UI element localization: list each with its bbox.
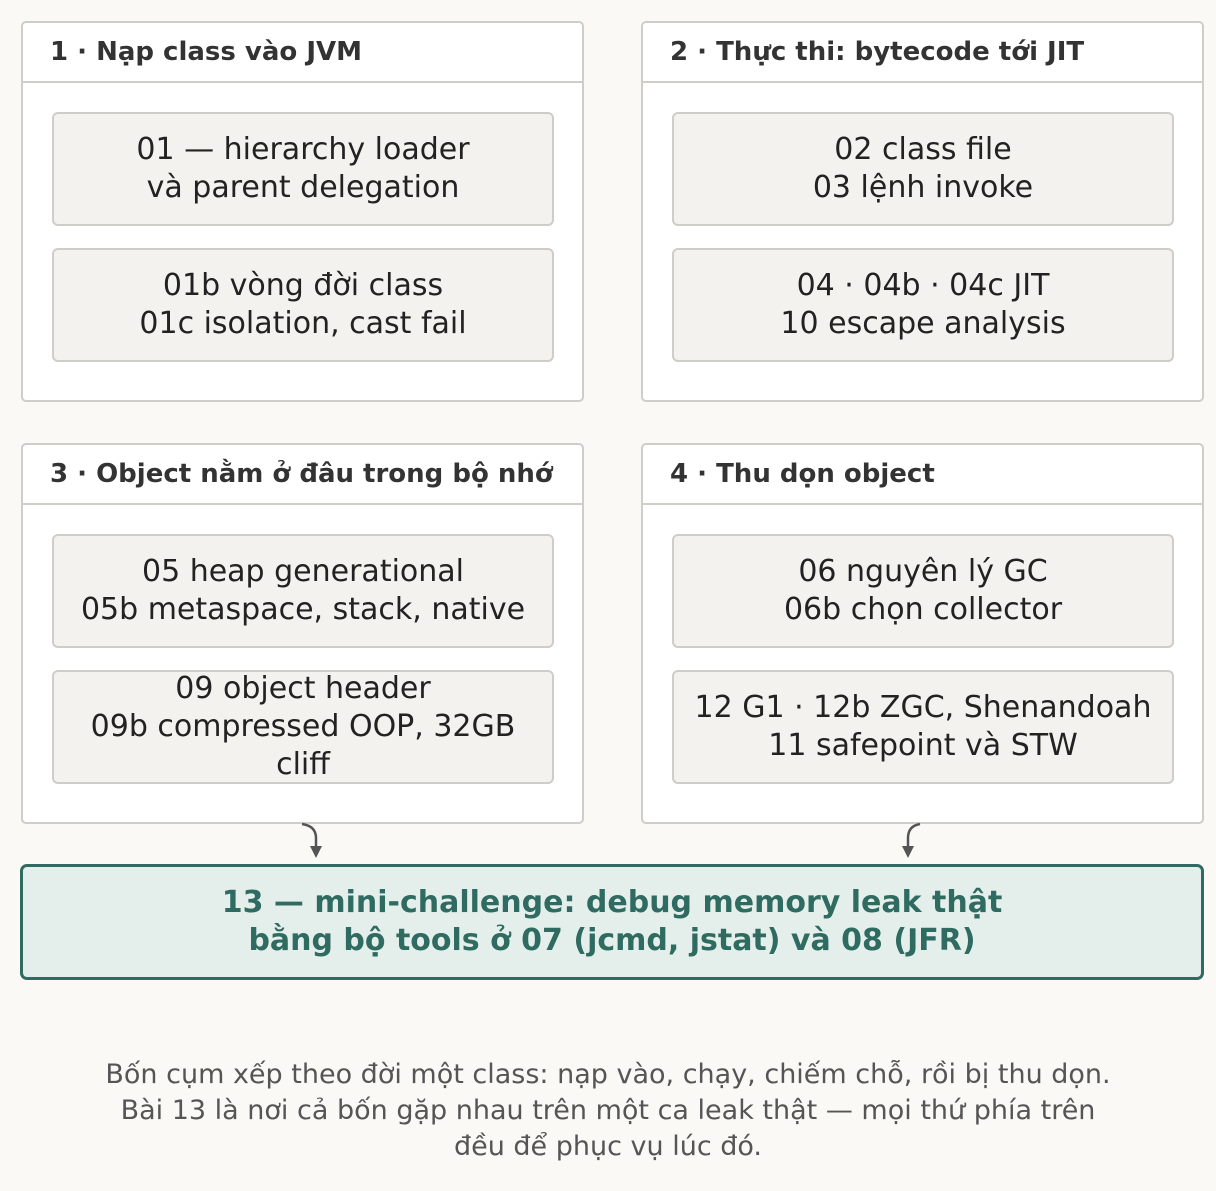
final-mini-challenge [20, 864, 1204, 980]
arrow-cluster-4-to-final [908, 824, 920, 852]
final-line: bằng bộ tools ở 07 (jcmd, jstat) và 08 (JFR) [248, 923, 976, 958]
final-line: 13 — mini-challenge: debug memory leak thật [221, 885, 1003, 920]
arrow-cluster-3-to-final [302, 824, 316, 852]
cluster-title: 3 · Object nằm ở đâu trong bộ nhớ [23, 445, 582, 505]
node-line: 06 nguyên lý GC [798, 554, 1048, 589]
node-line: 11 safepoint và STW [768, 728, 1078, 763]
node-line: 09b compressed OOP, 32GB [90, 709, 516, 744]
node-line: 01 — hierarchy loader [136, 132, 470, 167]
cluster-title: 2 · Thực thi: bytecode tới JIT [643, 23, 1202, 83]
node-line: 05b metaspace, stack, native [80, 592, 526, 627]
node-line: 02 class file [834, 132, 1012, 167]
cluster-title: 4 · Thu dọn object [643, 445, 1202, 505]
caption-line: Bốn cụm xếp theo đời một class: nạp vào, chạy, chiếm chỗ, rồi bị thu dọn. [105, 1059, 1111, 1090]
node-line: 01b vòng đời class [162, 268, 444, 303]
node-line: 01c isolation, cast fail [139, 306, 467, 341]
cluster-title: 1 · Nạp class vào JVM [23, 23, 582, 83]
node-line: 09 object header [175, 671, 431, 706]
node-line: và parent delegation [146, 170, 460, 205]
node-line: 05 heap generational [141, 554, 465, 589]
node-line: 12 G1 · 12b ZGC, Shenandoah [694, 690, 1152, 725]
caption-line: Bài 13 là nơi cả bốn gặp nhau trên một ca leak thật — mọi thứ phía trên [120, 1095, 1096, 1126]
diagram-caption [40, 1057, 1176, 1165]
node-line: cliff [276, 747, 330, 782]
node-line: 10 escape analysis [780, 306, 1066, 341]
node-line: 04 · 04b · 04c JIT [796, 268, 1050, 303]
node-line: 03 lệnh invoke [812, 170, 1034, 205]
caption-line: đều để phục vụ lúc đó. [453, 1131, 763, 1162]
node-line: 06b chọn collector [783, 592, 1063, 627]
